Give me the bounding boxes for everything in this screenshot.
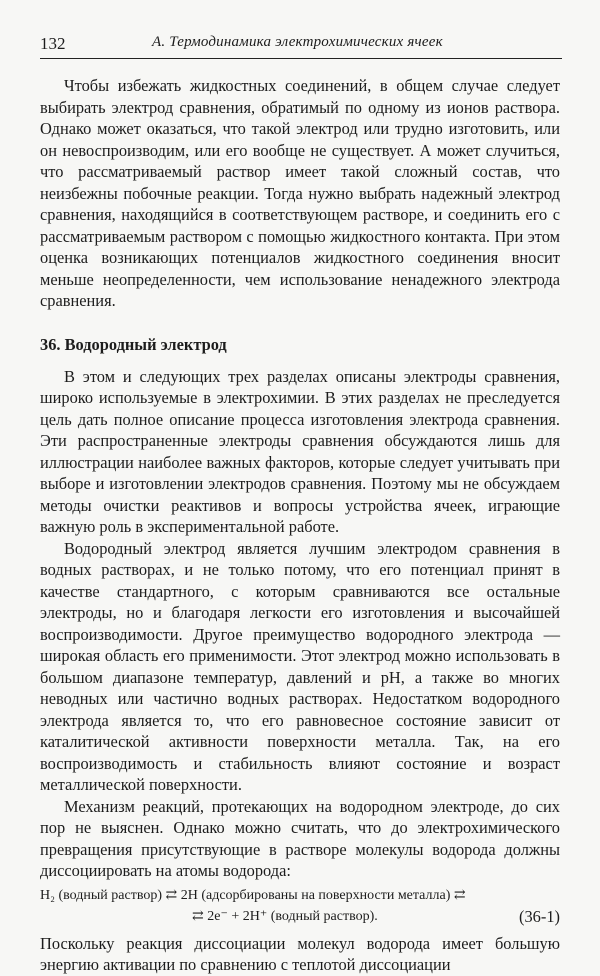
page-number: 132	[40, 34, 66, 53]
section-paragraph-2: Водородный электрод является лучшим электродом сравнения в водных растворах, и не только потому, что его потенциал принят в качестве стандартного, с которым сравниваются все остальные электроды, но и благодаря легкости его изготовления и высочайшей воспроизводимости. Другое преимущество водородного электрода — широкая область его применимости. Этот электрод можно использовать в большом диапазоне температур, давлений и pH, а также во многих неводных или частично водных растворах. Недостатком водородного электрода является то, что его равновесное состояние зависит от каталитической активности поверхности металла. Так, на его воспроизводимость и стабильность влияют состояние и возраст металлической поверхности.	[40, 538, 560, 794]
page-header	[40, 34, 560, 58]
equation-line-2: ⇄ 2e⁻ + 2H⁺ (водный раствор).	[192, 908, 378, 924]
page-body	[40, 75, 560, 976]
running-title: А. Термодинамика электрохимических ячеек	[152, 34, 443, 50]
section-heading: 36. Водородный электрод	[40, 334, 227, 354]
equation-line-1: H₂ (водный раствор) ⇄ 2H (адсорбированы на поверхности металла) ⇄	[40, 887, 466, 903]
header-rule	[40, 58, 562, 59]
continuation-block	[40, 933, 560, 976]
intro-paragraph: Чтобы избежать жидкостных соединений, в общем случае следует выбирать электрод сравнения, обратимый по одному из ионов раствора. Однако может оказаться, что такой электрод или трудно изготовить, или он невоспроизводим, или его вообще не существует. А может случиться, что рассматриваемый раствор имеет такой сложный состав, что неизбежны побочные реакции. Тогда нужно выбрать надежный электрод сравнения, находящийся в соответствующем растворе, и соединить его с рассматриваемым раствором с помощью жидкостного контакта. При этом оценка возникающих потенциалов жидкостного соединения вносит меньше неопределенности, чем использование ненадежного электрода сравнения.	[40, 76, 560, 310]
equation-number: (36-1)	[519, 906, 560, 926]
continuation-paragraph: Поскольку реакция диссоциации молекул водорода имеет большую энергию активации по сравнению с теплотой диссоциации	[40, 933, 560, 974]
section-paragraph-3: Механизм реакций, протекающих на водородном электроде, до сих пор не выяснен. Однако можно считать, что до электрохимического превращения присутствующие в растворе молекулы водорода должны диссоциировать на атомы водорода:	[40, 796, 560, 880]
section-paragraph-1: В этом и следующих трех разделах описаны электроды сравнения, широко используемые в электрохимии. В этих разделах не преследуется цель дать полное описание процесса изготовления электрода сравнения. Эти распространенные электроды сравнения обсуждаются лишь для иллюстрации наиболее важных факторов, которые следует учитывать при выборе и изготовлении электродов сравнения. Поэтому мы не обсуждаем методы очистки реактивов и вопросы устройства ячеек, играющие важную роль в экспериментальной работе.	[40, 366, 560, 536]
equation-36-1	[40, 885, 560, 927]
